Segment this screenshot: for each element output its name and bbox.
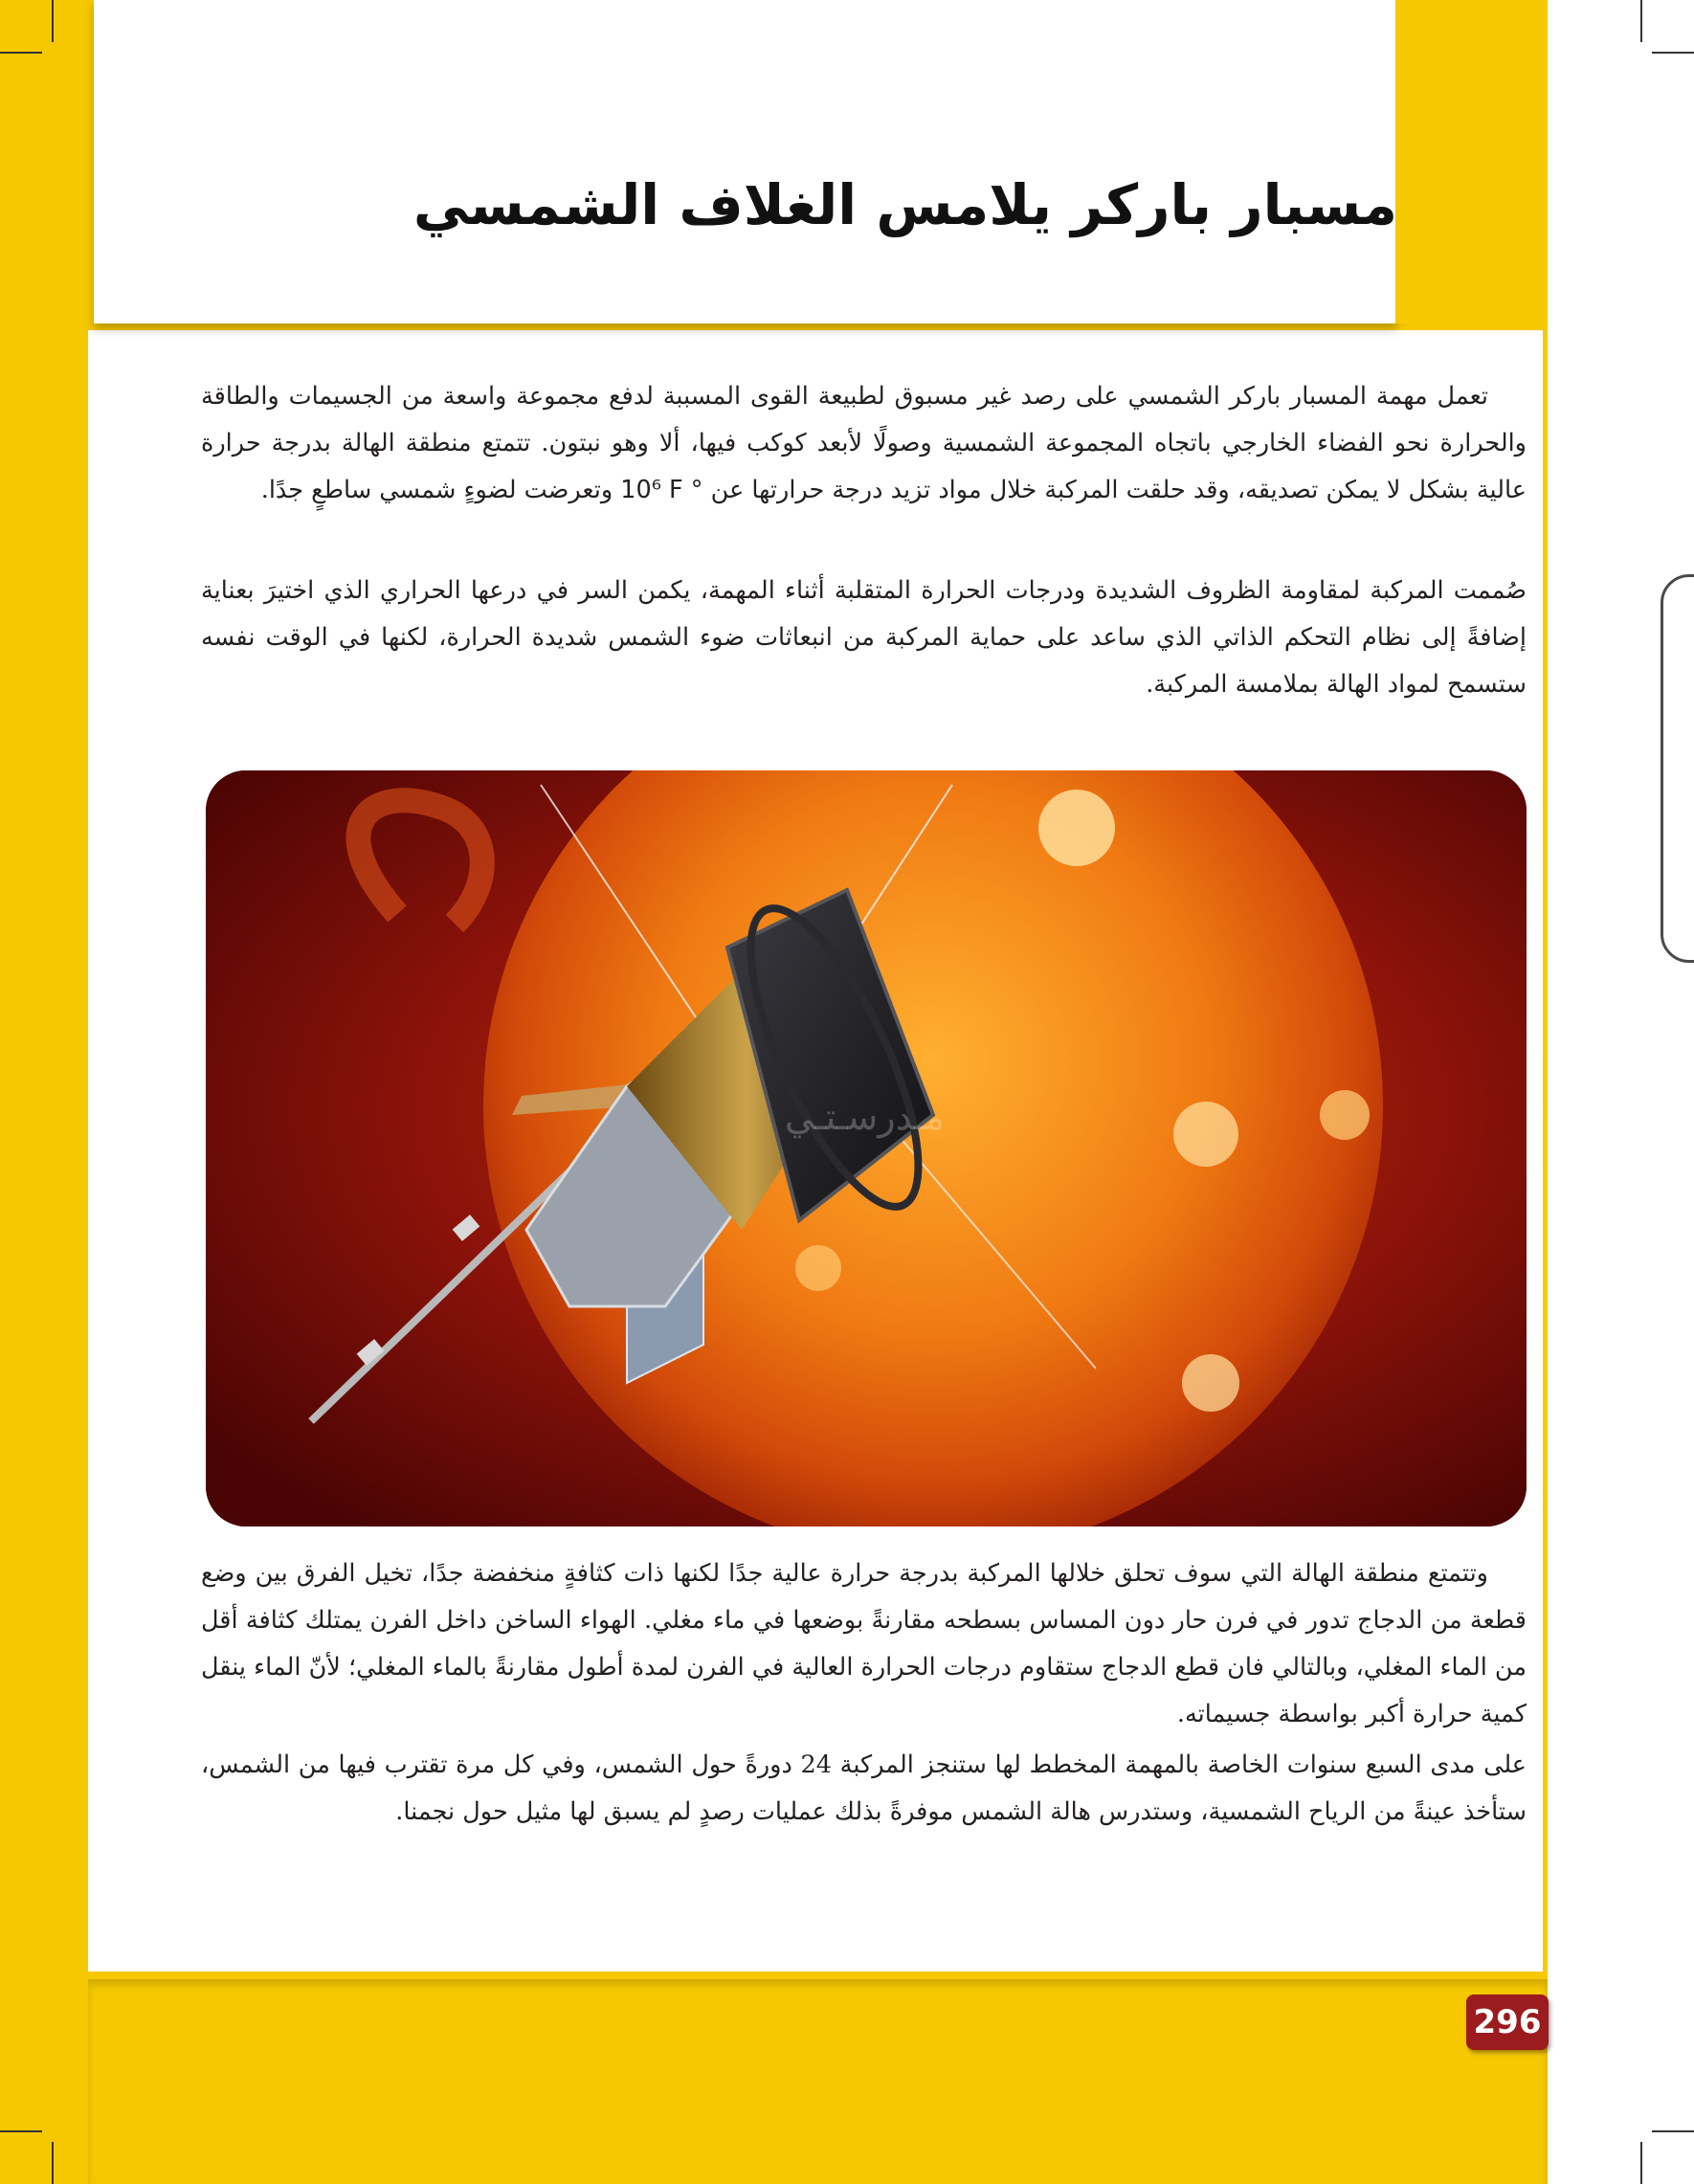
sun-flare <box>795 1245 841 1291</box>
paragraph-mission-orbits: على مدى السبع سنوات الخاصة بالمهمة المخطط لها ستنجز المركبة 24 دورةً حول الشمس، وفي كل مرة تقترب فيها من الشمس، ستأخذ عينةً من الرياح الشمسية، وستدرس هالة الشمس موفرةً بذلك عمليات رصدٍ لم يسبق لها مثيل حول نجمنا. <box>201 1750 1527 1826</box>
crop-mark <box>1640 0 1642 42</box>
sun-flare <box>1038 790 1115 866</box>
paragraph-heat-shield: صُممت المركبة لمقاومة الظروف الشديدة ودرجات الحرارة المتقلبة أثناء المهمة، يكمن السر في درعها الحراري الذي اختيرَ بعناية إضافةً إلى نظام التحكم الذاتي الذي ساعد على حماية المركبة من انبعاثات ضوء الشمس شديدة الحرارة، لكنها في الوقت نفسه ستسمح لمواد الهالة بملامسة المركبة. <box>201 576 1527 699</box>
crop-mark <box>0 2130 42 2132</box>
sun-and-probe-illustration <box>206 770 1527 1527</box>
sun-flare <box>1182 1354 1239 1412</box>
sun-flare <box>1320 1090 1370 1140</box>
page-number: 296 <box>1466 1995 1549 2050</box>
crop-mark <box>52 0 54 42</box>
crop-mark <box>1640 2142 1642 2184</box>
paragraph-corona-density: وتتمتع منطقة الهالة التي سوف تحلق خلالها المركبة بدرجة حرارة عالية جدًا لكنها ذات كثافةٍ منخفضة جدًا، تخيل الفرق بين وضع قطعة من الدجاج تدور في فرن حار دون المساس بسطحه مقارنةً بوضعها في ماء مغلي. الهواء الساخن داخل الفرن يمتلك كثافة أقل من الماء المغلي، وبالتالي فان قطع الدجاج ستقاوم درجات الحرارة العالية في الفرن لمدة أطول مقارنةً بالماء المغلي؛ لأنّ الماء ينقل كمية حرارة أكبر بواسطة جسيماته. <box>201 1559 1527 1728</box>
paragraph-mission <box>201 373 1527 514</box>
header-panel <box>94 0 1397 323</box>
crop-mark <box>1652 52 1694 54</box>
parker-probe-image <box>206 770 1527 1527</box>
left-yellow-margin <box>0 0 88 2184</box>
title-tab <box>1395 0 1548 323</box>
right-margin <box>1548 0 1694 2184</box>
watermark-text: مـدرسـتـي <box>785 1096 946 1138</box>
crop-mark <box>52 2142 54 2184</box>
paragraph-text: تعمل مهمة المسبار باركر الشمسي على رصد غير مسبوق لطبيعة القوى المسببة لدفع مجموعة واسعة من الجسيمات والطاقة والحرارة نحو الفضاء الخارجي باتجاه المجموعة الشمسية وصولًا لأبعد كوكب فيها، ألا وهو نبتون. تتمتع منطقة الهالة بدرجة حرارة عالية بشكل لا يمكن تصديقه، وقد حلقت المركبة خلال مواد تزيد درجة حرارتها عن <box>201 382 1527 504</box>
temperature-value: 10⁶ F ° <box>620 476 703 504</box>
right-yellow-rule <box>1543 330 1548 1976</box>
footer-panel <box>88 1979 1548 2184</box>
side-thumb-tab <box>1661 574 1694 963</box>
crop-mark <box>0 52 42 54</box>
paragraph-text: وتعرضت لضوءٍ شمسي ساطعٍ جدًا. <box>260 476 613 504</box>
crop-mark <box>1652 2130 1694 2132</box>
page-title: مسبار باركر يلامس الغلاف الشمسي <box>412 172 1397 237</box>
sun-flare <box>1173 1102 1238 1167</box>
